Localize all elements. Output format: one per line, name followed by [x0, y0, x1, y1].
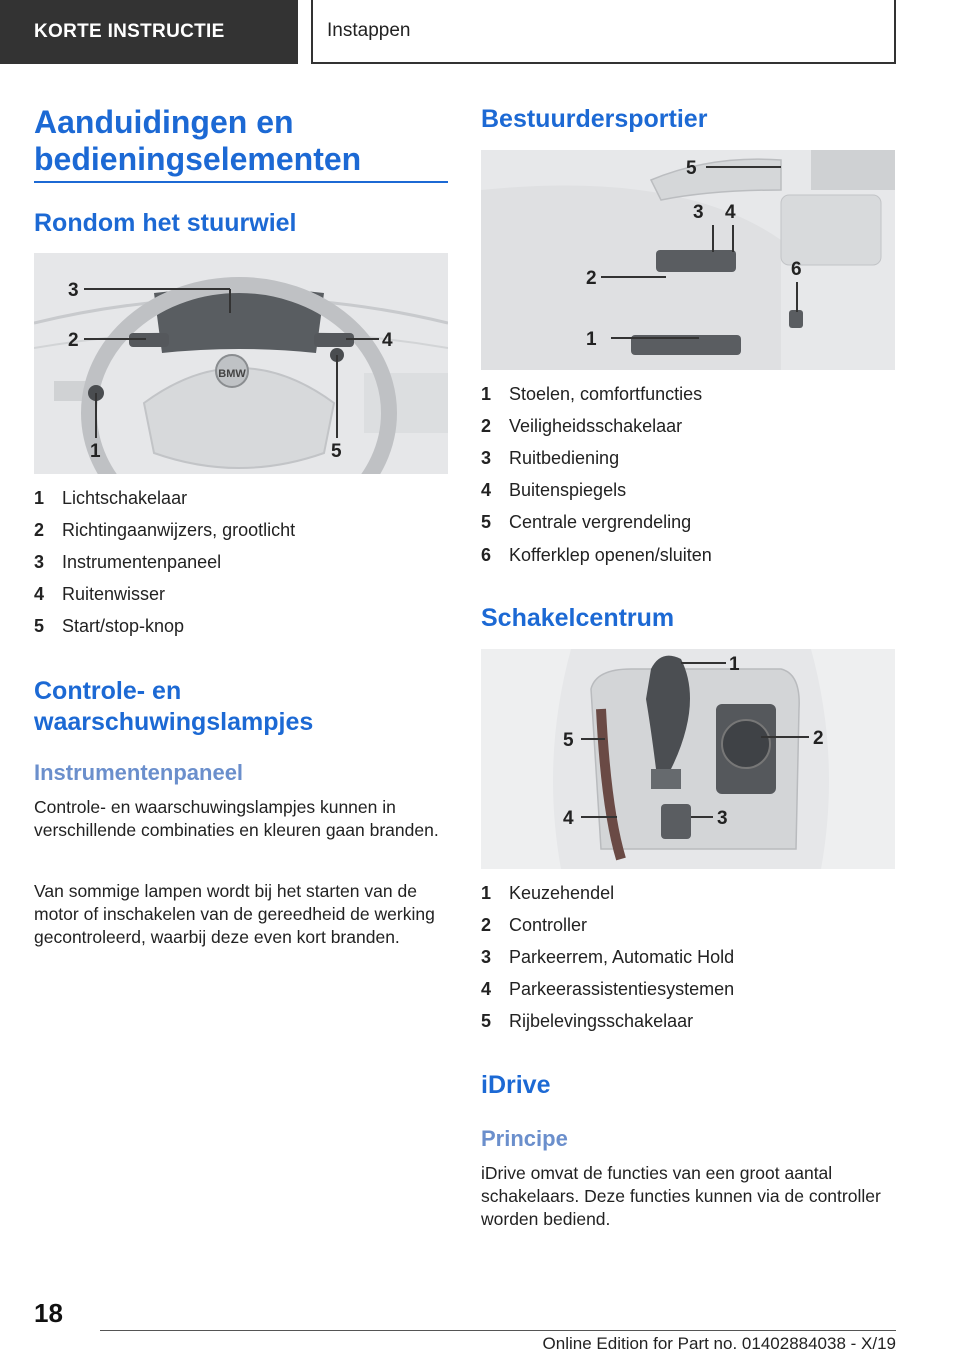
list-item: [481, 507, 895, 539]
console-callout-3: 3: [717, 808, 728, 829]
console-callout-1: 1: [729, 654, 740, 675]
list-item: [481, 1006, 895, 1038]
warning-paragraph-2: Van sommige lampen wordt bij het starten van de motor of inschakelen van de gereedheid de werking gecontroleerd, waarbij deze even kort branden.: [34, 881, 435, 947]
page-title: Aanduidingen en bedieningselementen: [34, 104, 362, 177]
item-label: Parkeerassistentiesystemen: [509, 979, 735, 1000]
list-item: [481, 475, 895, 507]
item-number: 5: [481, 512, 492, 533]
door-callout-4: 4: [725, 202, 736, 223]
center-console-illustration: [481, 649, 895, 869]
steering-callout-1: 1: [90, 441, 101, 462]
warning-paragraph-1: Controle- en waarschuwingslampjes kunnen in verschillende combinaties en kleuren gaan branden.: [34, 797, 439, 840]
steering-wheel-figure: [34, 253, 448, 474]
door-callout-5: 5: [686, 158, 697, 179]
footer-divider: [100, 1330, 896, 1331]
item-number: 2: [481, 415, 492, 436]
item-number: 3: [481, 946, 492, 967]
item-label: Centrale vergrendeling: [509, 512, 692, 533]
steering-callout-3: 3: [68, 280, 79, 301]
door-panel-illustration: [481, 150, 895, 370]
list-item: [481, 410, 895, 442]
item-number: 6: [481, 544, 492, 565]
list-item: [481, 877, 895, 909]
console-callout-4: 4: [563, 808, 574, 829]
item-label: Controller: [509, 914, 588, 935]
warning-subheading: Instrumentenpaneel: [34, 760, 244, 785]
list-item: [34, 514, 448, 546]
door-figure: [481, 150, 895, 370]
item-label: Veiligheidsschakelaar: [509, 415, 683, 436]
item-number: 2: [34, 519, 45, 540]
door-callout-3: 3: [693, 202, 704, 223]
item-label: Ruitenwisser: [62, 584, 166, 605]
idrive-heading: iDrive: [481, 1071, 551, 1099]
door-legend: [481, 378, 895, 571]
list-item: [34, 546, 448, 578]
steering-legend: [34, 482, 448, 643]
idrive-paragraph: iDrive omvat de functies van een groot aantal schakelaars. Deze functies kunnen via de controller worden bediend.: [481, 1163, 881, 1229]
list-item: [481, 941, 895, 973]
door-heading: Bestuurdersportier: [481, 105, 708, 133]
item-number: 4: [481, 480, 492, 501]
item-number: 3: [34, 551, 45, 572]
list-item: [481, 442, 895, 474]
item-label: Keuzehendel: [509, 882, 615, 903]
item-number: 1: [34, 487, 45, 508]
item-label: Lichtschakelaar: [62, 487, 188, 508]
item-number: 1: [481, 383, 492, 404]
item-label: Instrumentenpaneel: [62, 551, 222, 572]
item-number: 2: [481, 914, 492, 935]
chapter-tab-label: Instappen: [327, 20, 411, 41]
list-item: [34, 579, 448, 611]
steering-callout-5: 5: [331, 441, 342, 462]
item-number: 5: [34, 616, 45, 637]
item-label: Start/stop-knop: [62, 616, 185, 637]
item-label: Stoelen, comfortfuncties: [509, 383, 703, 404]
steering-callout-2: 2: [68, 330, 79, 351]
item-number: 3: [481, 447, 492, 468]
steering-callout-4: 4: [382, 330, 393, 351]
console-callout-2: 2: [813, 728, 824, 749]
item-label: Kofferklep openen/sluiten: [509, 544, 712, 565]
page-number: 18: [34, 1298, 63, 1328]
console-figure: [481, 649, 895, 869]
item-number: 4: [34, 584, 45, 605]
list-item: [481, 909, 895, 941]
console-callout-5: 5: [563, 730, 574, 751]
door-callout-2: 2: [586, 268, 597, 289]
console-legend: [481, 877, 895, 1038]
steering-brand-logo: BMW: [218, 368, 246, 380]
section-tab-label: KORTE INSTRUCTIE: [34, 21, 225, 42]
steering-heading: Rondom het stuurwiel: [34, 209, 297, 237]
idrive-subheading: Principe: [481, 1126, 568, 1151]
steering-wheel-illustration: [34, 253, 448, 474]
item-number: 5: [481, 1011, 492, 1032]
edition-note: Online Edition for Part no. 01402884038 - X/19: [542, 1334, 896, 1353]
list-item: [481, 974, 895, 1006]
item-label: Parkeerrem, Automatic Hold: [509, 946, 735, 967]
list-item: [481, 539, 895, 571]
item-label: Rijbelevingsschakelaar: [509, 1011, 694, 1032]
title-divider: [34, 181, 448, 183]
list-item: [34, 611, 448, 643]
chapter-tab[interactable]: [311, 0, 896, 64]
warning-heading: Controle- en waarschuwingslampjes: [34, 677, 314, 736]
item-label: Richtingaanwijzers, grootlicht: [62, 519, 296, 540]
door-callout-6: 6: [791, 259, 802, 280]
item-label: Buitenspiegels: [509, 480, 627, 501]
list-item: [34, 482, 448, 514]
item-label: Ruitbediening: [509, 447, 620, 468]
door-callout-1: 1: [586, 329, 597, 350]
console-heading: Schakelcentrum: [481, 604, 675, 632]
item-number: 4: [481, 979, 492, 1000]
section-tab[interactable]: [0, 0, 298, 64]
list-item: [481, 378, 895, 410]
item-number: 1: [481, 882, 492, 903]
